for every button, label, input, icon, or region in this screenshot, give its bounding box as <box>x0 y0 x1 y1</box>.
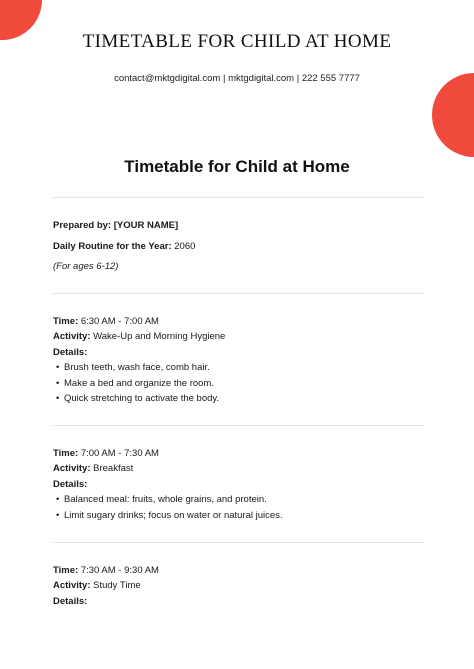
prepared-by-value: [YOUR NAME] <box>113 220 179 231</box>
activity-label: Activity: <box>53 463 91 474</box>
activity-label: Activity: <box>53 580 91 591</box>
detail-item: • Balanced meal: fruits, whole grains, and protein. <box>56 494 267 505</box>
details-label: Details: <box>53 479 88 490</box>
divider <box>53 197 425 198</box>
time-line <box>53 448 159 460</box>
header-title: TIMETABLE FOR CHILD AT HOME <box>82 31 392 52</box>
activity-label: Activity: <box>53 331 91 342</box>
routine-label: Daily Routine for the Year: <box>53 241 172 252</box>
bullet-icon: • <box>56 378 60 389</box>
decorative-circle-right <box>432 73 474 157</box>
details-label: Details: <box>53 347 88 358</box>
bullet-icon: • <box>56 393 60 404</box>
divider <box>53 425 425 426</box>
bullet-icon: • <box>56 494 60 505</box>
time-line <box>53 316 159 328</box>
time-value: 7:30 AM - 9:30 AM <box>80 565 159 576</box>
document-title: Timetable for Child at Home <box>124 157 350 176</box>
time-label: Time: <box>53 448 79 459</box>
detail-item: • Make a bed and organize the room. <box>56 378 214 389</box>
time-value: 7:00 AM - 7:30 AM <box>80 448 159 459</box>
routine-value: 2060 <box>174 241 196 252</box>
ages-note: (For ages 6-12) <box>53 261 119 272</box>
activity-value: Breakfast <box>93 463 134 474</box>
detail-item: • Quick stretching to activate the body. <box>56 393 220 404</box>
time-label: Time: <box>53 565 79 576</box>
details-label: Details: <box>53 596 88 607</box>
prepared-by-label: Prepared by: <box>53 220 112 231</box>
contact-line: contact@mktgdigital.com | mktgdigital.com | 222 555 7777 <box>114 73 360 84</box>
time-line <box>53 565 159 577</box>
time-label: Time: <box>53 316 79 327</box>
bullet-icon: • <box>56 362 60 373</box>
activity-line <box>53 331 225 343</box>
detail-item: • Brush teeth, wash face, comb hair. <box>56 362 210 373</box>
time-value: 6:30 AM - 7:00 AM <box>80 316 159 327</box>
activity-line <box>53 580 141 592</box>
bullet-icon: • <box>56 510 60 521</box>
divider <box>53 542 425 543</box>
divider <box>53 293 425 294</box>
activity-value: Study Time <box>93 580 141 591</box>
detail-item: • Limit sugary drinks; focus on water or natural juices. <box>56 510 283 521</box>
activity-line <box>53 463 133 475</box>
routine-line <box>53 241 195 253</box>
prepared-by-line <box>53 220 178 232</box>
activity-value: Wake-Up and Morning Hygiene <box>93 331 226 342</box>
